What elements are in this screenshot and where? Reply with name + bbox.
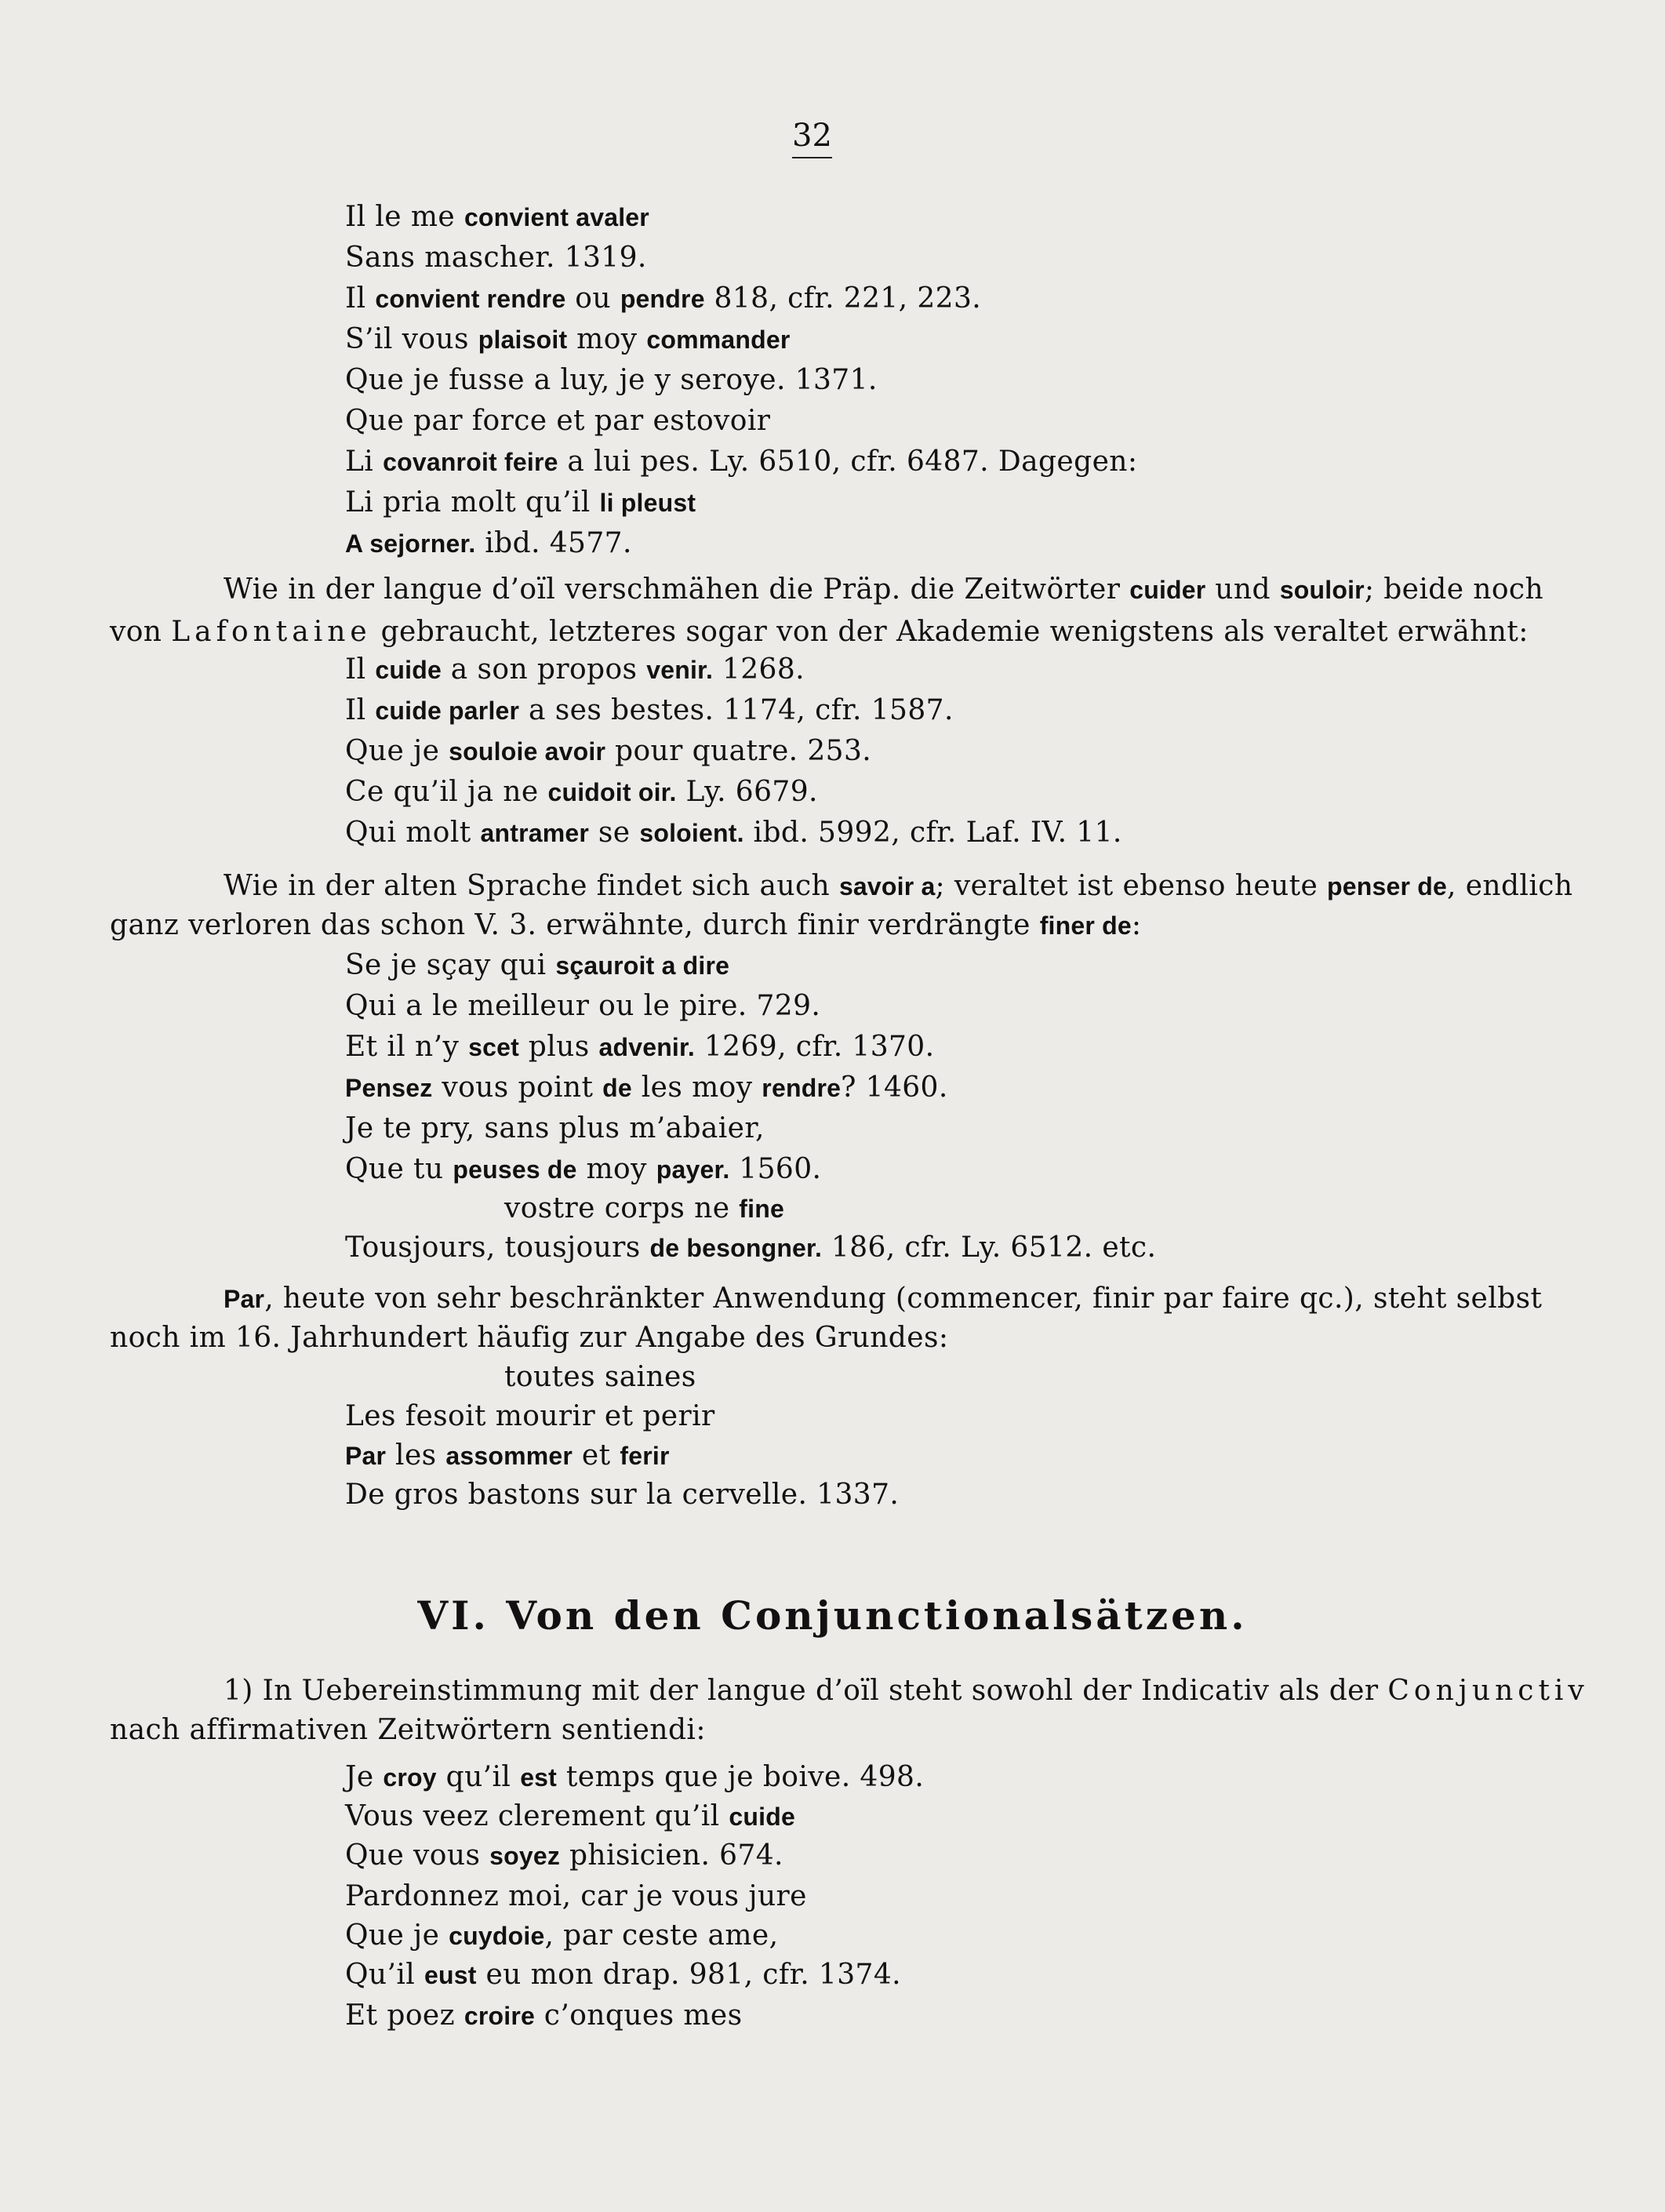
verse-line: Il le me convient avaler [345, 201, 649, 233]
verse-line: toutes saines [504, 1361, 696, 1393]
paragraph-line: 1) In Uebereinstimmung mit der langue d’oïl steht sowohl der Indicativ als der Conjunctiv [224, 1675, 1589, 1707]
verse-line: Il cuide a son propos venir. 1268. [345, 653, 805, 686]
verse-line: Et il n’y scet plus advenir. 1269, cfr. 1370. [345, 1031, 935, 1063]
verse-line: Je te pry, sans plus m’abaier, [345, 1112, 765, 1144]
verse-line: Tousjours, tousjours de besongner. 186, cfr. Ly. 6512. etc. [345, 1232, 1157, 1264]
verse-line: Pensez vous point de les moy rendre? 1460. [345, 1071, 948, 1104]
verse-line: Sans mascher. 1319. [345, 242, 647, 274]
verse-line: Qui molt antramer se soloient. ibd. 5992, cfr. Laf. IV. 11. [345, 817, 1122, 849]
verse-line: Li pria molt qu’il li pleust [345, 486, 696, 518]
verse-line: Pardonnez moi, car je vous jure [345, 1880, 807, 1912]
verse-line: Qu’il eust eu mon drap. 981, cfr. 1374. [345, 1959, 901, 1991]
verse-line: vostre corps ne fine [504, 1192, 784, 1224]
verse-line: Li covanroit feire a lui pes. Ly. 6510, cfr. 6487. Dagegen: [345, 446, 1138, 478]
paragraph-line: von Lafontaine gebraucht, letzteres sogar von der Akademie wenigstens als veraltet erwähnt: [110, 616, 1529, 648]
paragraph-line: ganz verloren das schon V. 3. erwähnte, durch finir verdrängte finer de: [110, 909, 1142, 941]
verse-line: Par les assommer et ferir [345, 1439, 670, 1472]
verse-line: Que vous soyez phisicien. 674. [345, 1839, 783, 1872]
verse-line: Que je souloie avoir pour quatre. 253. [345, 735, 872, 767]
paragraph-line: Wie in der alten Sprache findet sich auch savoir a; veraltet ist ebenso heute penser de, endlich [224, 870, 1573, 902]
verse-line: Se je sçay qui sçauroit a dire [345, 949, 730, 981]
verse-line: Il cuide parler a ses bestes. 1174, cfr. 1587. [345, 694, 954, 726]
page-number: 32 [792, 118, 832, 158]
paragraph-line: nach affirmativen Zeitwörtern sentiendi: [110, 1714, 706, 1746]
verse-line: Je croy qu’il est temps que je boive. 498. [345, 1761, 925, 1793]
verse-line: Que tu peuses de moy payer. 1560. [345, 1153, 822, 1185]
verse-line: A sejorner. ibd. 4577. [345, 527, 632, 559]
verse-line: Que je cuydoie, par ceste ame, [345, 1919, 779, 1952]
verse-line: Vous veez clerement qu’il cuide [345, 1800, 795, 1832]
paragraph-line: Par, heute von sehr beschränkter Anwendung (commencer, finir par faire qc.), steht selbst [224, 1282, 1543, 1315]
verse-line: De gros bastons sur la cervelle. 1337. [345, 1479, 900, 1511]
paragraph-line: Wie in der langue d’oïl verschmähen die Präp. die Zeitwörter cuider und souloir; beide noch [224, 573, 1544, 606]
verse-line: S’il vous plaisoit moy commander [345, 323, 791, 355]
verse-line: Qui a le meilleur ou le pire. 729. [345, 990, 821, 1022]
verse-line: Les fesoit mourir et perir [345, 1400, 715, 1432]
verse-line: Il convient rendre ou pendre 818, cfr. 221, 223. [345, 282, 982, 315]
verse-line: Que je fusse a luy, je y seroye. 1371. [345, 364, 878, 396]
paragraph-line: noch im 16. Jahrhundert häufig zur Angabe des Grundes: [110, 1322, 949, 1354]
section-heading: VI. Von den Conjunctionalsätzen. [417, 1592, 1248, 1639]
verse-line: Que par force et par estovoir [345, 405, 771, 437]
verse-line: Et poez croire c’onques mes [345, 1999, 743, 2032]
verse-line: Ce qu’il ja ne cuidoit oir. Ly. 6679. [345, 776, 818, 808]
